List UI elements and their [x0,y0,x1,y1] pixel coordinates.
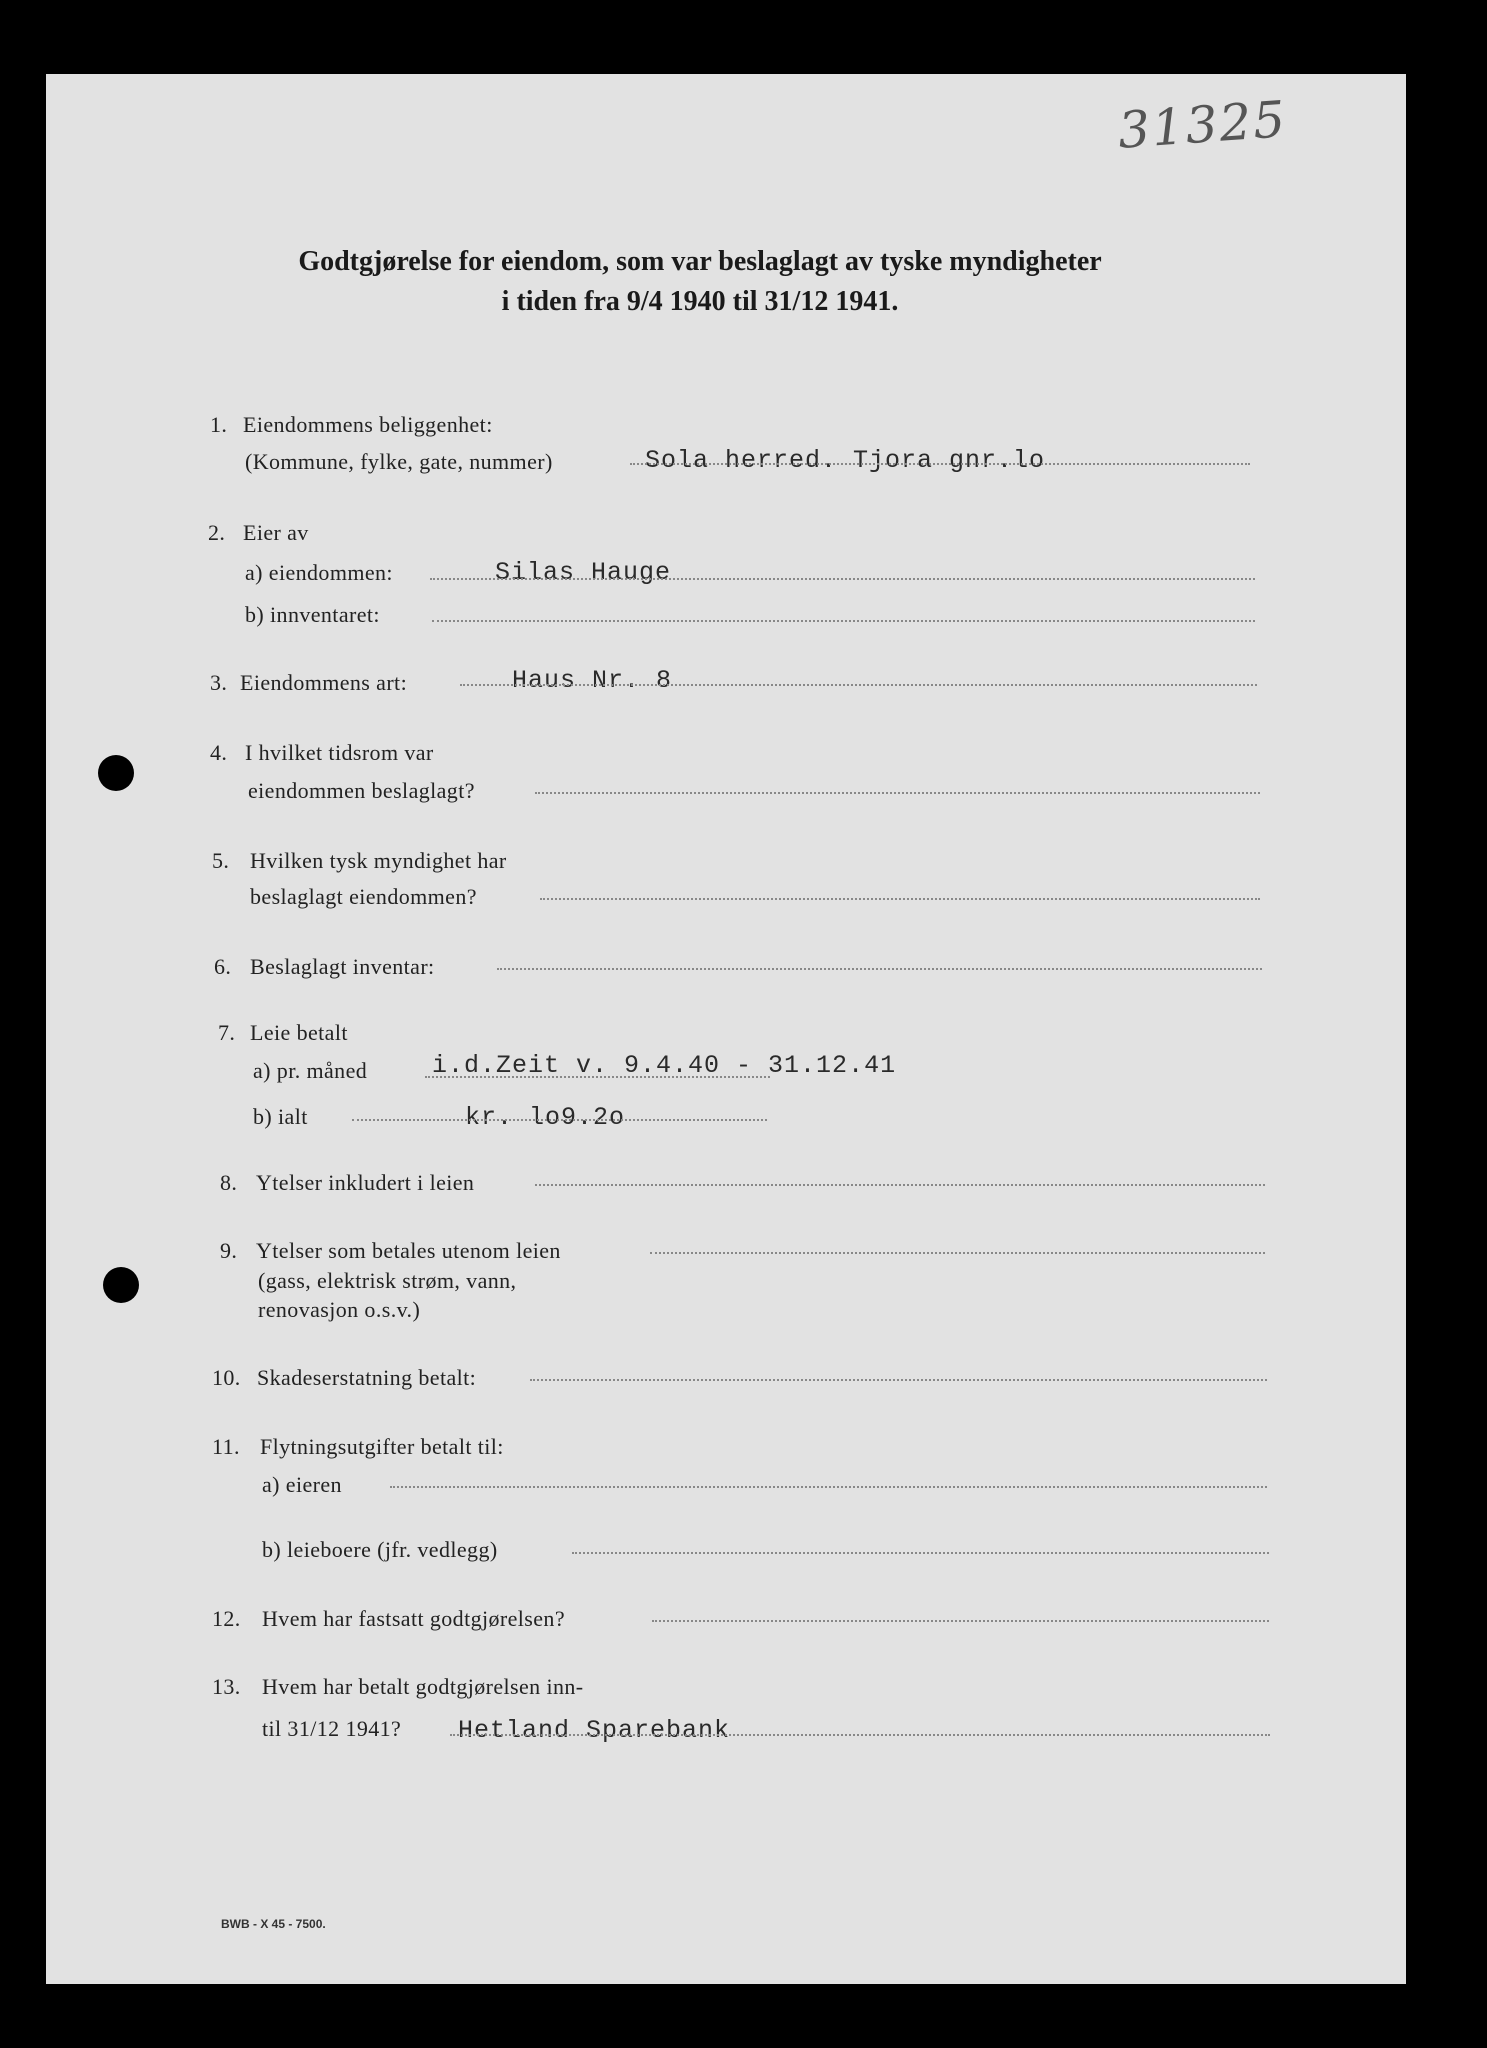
item-2a-value: Silas Hauge [495,558,672,587]
item-9-number: 9. [220,1238,238,1263]
item-8-line [535,1184,1265,1186]
item-1-label: Eiendommens beliggenhet: [243,412,493,437]
item-9-sublabel-1: (gass, elektrisk strøm, vann, [258,1268,517,1293]
item-3-line [460,684,1257,686]
item-9-sublabel-2: renovasjon o.s.v.) [258,1297,421,1322]
item-7a-value: i.d.Zeit v. 9.4.40 - 31.12.41 [432,1051,897,1080]
item-9-line [650,1252,1265,1254]
title-line-2: i tiden fra 9/4 1940 til 31/12 1941. [501,286,899,317]
item-11a-label: a) eieren [262,1472,342,1497]
item-13-number: 13. [212,1674,241,1699]
item-2b-label: b) innventaret: [245,602,380,627]
form-title [200,242,1200,322]
item-3-number: 3. [210,670,228,695]
item-4-label: I hvilket tidsrom var [245,740,434,765]
print-code: BWB - X 45 - 7500. [221,1917,326,1931]
item-5-number: 5. [212,848,230,873]
item-11a-line [390,1486,1267,1488]
item-2b-line [432,620,1255,622]
item-13-value: Hetland Sparebank [458,1716,731,1745]
item-2a-line [430,578,1255,580]
item-13-line [450,1734,1270,1736]
item-1-line [630,463,1250,465]
item-5-label: Hvilken tysk myndighet har [250,848,507,873]
item-7b-label: b) ialt [253,1104,308,1129]
archive-number: 31325 [1116,90,1289,160]
item-1-sublabel: (Kommune, fylke, gate, nummer) [245,449,553,474]
item-7-number: 7. [218,1020,236,1045]
item-13-sublabel: til 31/12 1941? [262,1716,402,1741]
item-7b-line [352,1119,767,1121]
item-2a-label: a) eiendommen: [245,560,393,585]
item-10-label: Skadeserstatning betalt: [257,1365,477,1390]
item-9-label: Ytelser som betales utenom leien [256,1238,561,1263]
item-13-label: Hvem har betalt godtgjørelsen inn- [262,1674,584,1699]
item-11b-label: b) leieboere (jfr. vedlegg) [262,1537,498,1562]
item-6-label: Beslaglagt inventar: [250,954,435,979]
item-12-label: Hvem har fastsatt godtgjørelsen? [262,1606,565,1631]
item-11b-line [572,1552,1269,1554]
item-4-sublabel: eiendommen beslaglagt? [248,778,475,803]
item-5-line [540,898,1260,900]
item-12-line [652,1620,1269,1622]
title-line-1: Godtgjørelse for eiendom, som var beslaglagt av tyske myndigheter [298,246,1102,277]
item-8-number: 8. [220,1170,238,1195]
item-7-label: Leie betalt [250,1020,348,1045]
item-1-number: 1. [210,412,228,437]
item-4-number: 4. [210,740,228,765]
item-5-sublabel: beslaglagt eiendommen? [250,884,477,909]
item-8-label: Ytelser inkludert i leien [256,1170,475,1195]
item-7a-line [425,1076,770,1078]
item-7b-value: kr. lo9.2o [465,1103,626,1132]
item-7a-label: a) pr. måned [253,1058,368,1083]
item-6-line [497,968,1262,970]
item-10-number: 10. [212,1365,241,1390]
item-3-value: Haus Nr. 8 [512,666,673,695]
item-1-value: Sola herred. Tjora gnr.lo [645,446,1046,475]
item-3-label: Eiendommens art: [240,670,408,695]
item-2-number: 2. [208,520,226,545]
punch-hole-bottom [103,1267,139,1303]
item-11-label: Flytningsutgifter betalt til: [260,1434,504,1459]
item-6-number: 6. [214,954,232,979]
item-11-number: 11. [212,1434,240,1459]
item-12-number: 12. [212,1606,241,1631]
item-2-label: Eier av [243,520,309,545]
item-4-line [535,792,1260,794]
item-10-line [530,1379,1267,1381]
punch-hole-top [98,755,134,791]
